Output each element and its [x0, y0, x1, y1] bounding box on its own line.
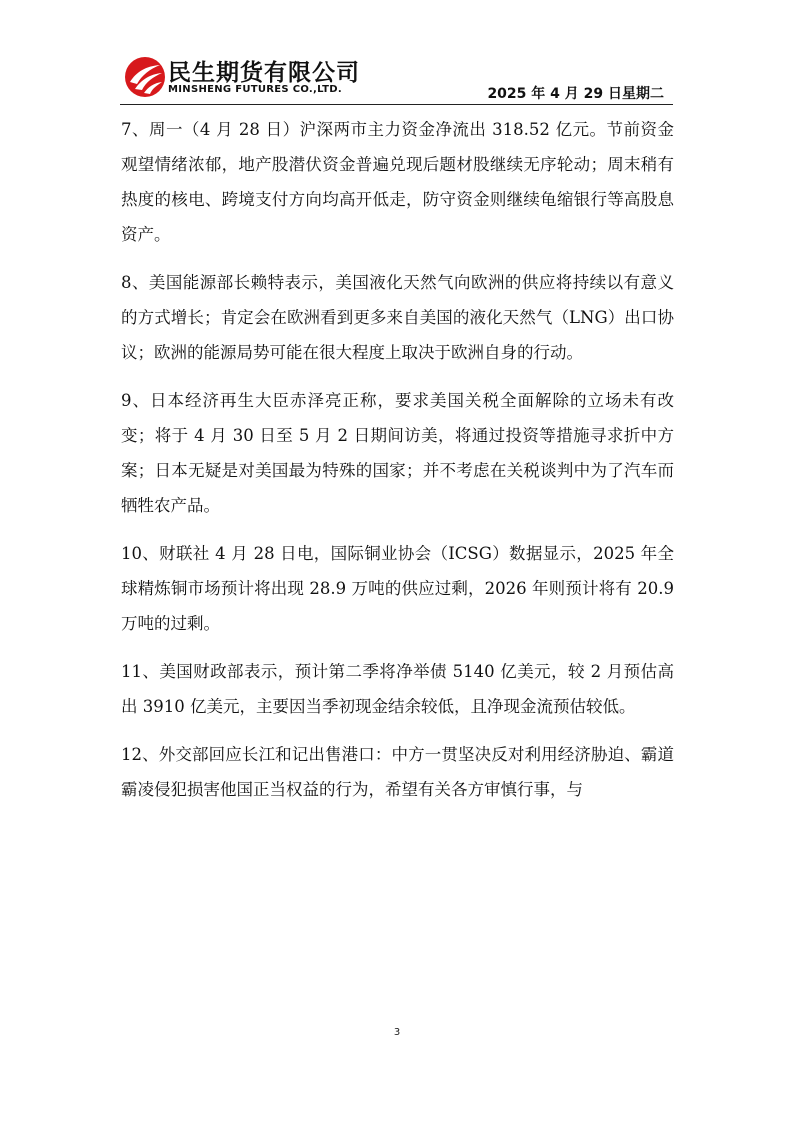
report-date: 2025 年 4 月 29 日星期二	[487, 86, 664, 102]
company-name-cn: 民生期货有限公司	[168, 60, 360, 86]
company-name-en: MINSHENG FUTURES CO.,LTD.	[168, 84, 342, 95]
header-divider	[120, 104, 673, 105]
minsheng-logo-icon	[124, 56, 166, 98]
news-item: 8、美国能源部长赖特表示，美国液化天然气向欧洲的供应将持续以有意义的方式增长；肯定会在欧洲看到更多来自美国的液化天然气（LNG）出口协议；欧洲的能源局势可能在很大程度上取决于欧洲自身的行动。	[121, 273, 674, 362]
news-content	[121, 112, 674, 820]
page-number: 3	[393, 1027, 401, 1038]
news-item: 9、日本经济再生大臣赤泽亮正称，要求美国关税全面解除的立场未有改变；将于 4 月 30 日至 5 月 2 日期间访美，将通过投资等措施寻求折中方案；日本无疑是对美国最为特殊的国家；并不考虑在关税谈判中为了汽车而牺牲农产品。	[121, 391, 674, 515]
page-header	[0, 0, 794, 110]
news-item: 12、外交部回应长江和记出售港口：中方一贯坚决反对利用经济胁迫、霸道霸凌侵犯损害他国正当权益的行为，希望有关各方审慎行事，与	[121, 745, 674, 799]
news-item: 10、财联社 4 月 28 日电，国际铜业协会（ICSG）数据显示，2025 年全球精炼铜市场预计将出现 28.9 万吨的供应过剩，2026 年则预计将有 20.9 万吨的过剩。	[121, 544, 674, 633]
news-item: 11、美国财政部表示，预计第二季将净举债 5140 亿美元，较 2 月预估高出 3910 亿美元，主要因当季初现金结余较低，且净现金流预估较低。	[121, 662, 674, 716]
news-item: 7、周一（4 月 28 日）沪深两市主力资金净流出 318.52 亿元。节前资金观望情绪浓郁，地产股潜伏资金普遍兑现后题材股继续无序轮动；周末稍有热度的核电、跨境支付方向均高开低走，防守资金则继续龟缩银行等高股息资产。	[121, 120, 674, 244]
